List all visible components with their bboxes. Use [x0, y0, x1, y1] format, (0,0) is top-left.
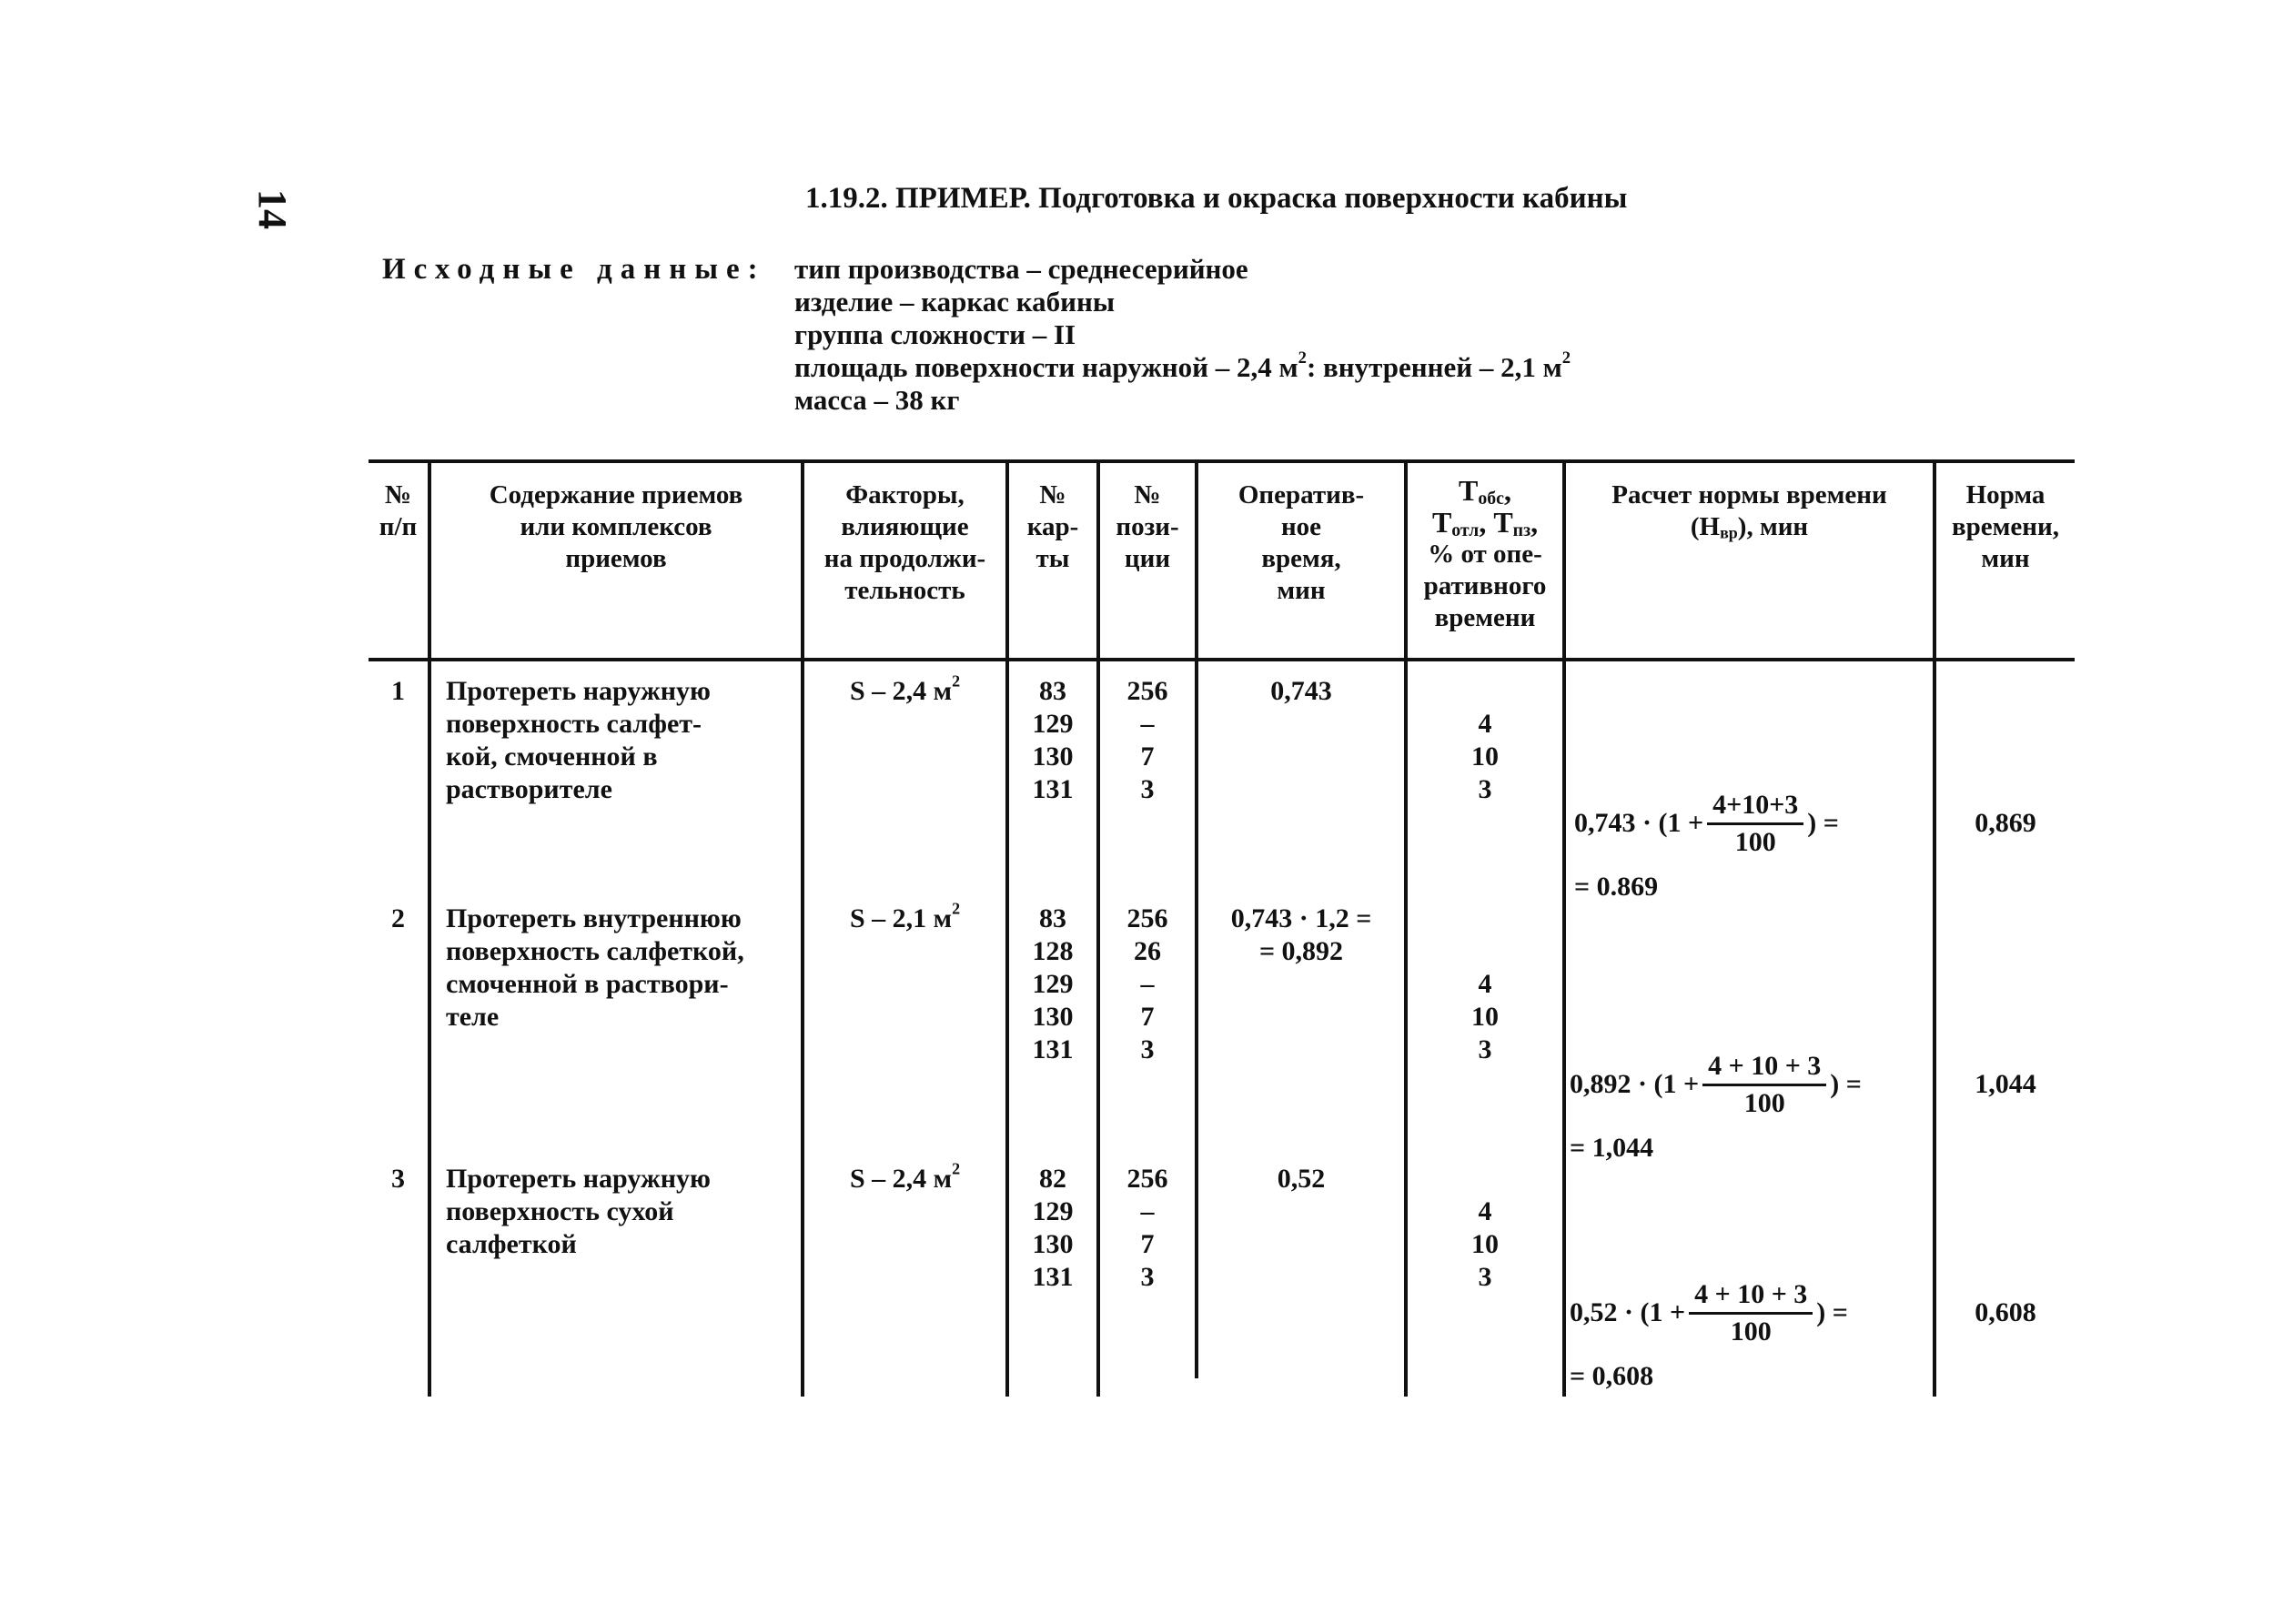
row-content: Протереть наружную поверхность сухой салфеткой: [446, 1164, 711, 1259]
initial-data-area: площадь поверхности наружной – 2,4 $м^2$: внутренней – 2,1 $м^2$: [794, 348, 1571, 383]
header-norm: Норма времени, мин: [1952, 480, 2059, 573]
row-number: 2: [391, 903, 405, 933]
page-title: 1.19.2. ПРИМЕР. Подготовка и окраска поверхности кабины: [805, 182, 1628, 215]
initial-data-line: группа сложности – II: [794, 318, 1076, 350]
row-factor: S – 2,4 $м^2$: [849, 1159, 961, 1194]
initial-data-list: [794, 253, 1571, 417]
header-position: № пози- ции: [1116, 480, 1179, 573]
row-positions: 256 – 7 3: [1126, 1164, 1168, 1292]
header-card: № кар- ты: [1026, 480, 1079, 573]
row-operative-time: 0,743 · 1,2 = = 0,892: [1230, 903, 1372, 966]
initial-data-line: тип производства – среднесерийное: [794, 253, 1248, 285]
table-header-rule: [369, 658, 2075, 661]
row-content: Протереть внутреннюю поверхность салфеткой, смоченной в раствори- теле: [446, 903, 744, 1032]
row-factor: S – 2,1 $м^2$: [849, 899, 961, 933]
row-positions: 256 – 7 3: [1126, 676, 1168, 804]
initial-data-line: изделие – каркас кабины: [794, 286, 1116, 318]
row-percents: 4 10 3: [1471, 969, 1499, 1064]
row-number: 3: [391, 1164, 405, 1194]
header-num: № п/п: [379, 480, 418, 541]
initial-data-label: Исходные данные:: [382, 253, 766, 286]
table-top-rule: [369, 459, 2075, 463]
row-operative-time: 0,743: [1270, 676, 1332, 706]
row-norm: 0,608: [1975, 1297, 2036, 1327]
initial-data-mass: масса – 38 кг: [794, 384, 960, 416]
row-cards: 83 129 130 131: [1032, 676, 1074, 804]
row-norm: 0,869: [1975, 808, 2036, 838]
row-factor: S – 2,4 $м^2$: [849, 671, 961, 706]
column-divider: [1933, 459, 1936, 1397]
row-calculation: 0,52 · (1 + $\frac{4 + 10 + 3}{100}$ ) = = 0,608: [1570, 1278, 1848, 1391]
header-calculation: Расчет нормы времени $(Н_{вр})$, мин: [1611, 480, 1887, 542]
column-divider: [428, 459, 431, 1397]
row-percents: 4 10 3: [1471, 1196, 1499, 1292]
row-percents: 4 10 3: [1471, 709, 1499, 804]
row-number: 1: [391, 676, 405, 706]
page-number: 14: [250, 189, 296, 229]
header-content: Содержание приемов или комплексов приемов: [489, 480, 743, 573]
row-cards: 82 129 130 131: [1032, 1164, 1074, 1292]
row-norm: 1,044: [1975, 1069, 2036, 1099]
header-factors: Факторы, влияющие на продолжи- тельность: [823, 480, 986, 605]
row-calculation: 0,743 · (1 + $\frac{4+10+3}{100}$ ) = = 0.869: [1574, 789, 1839, 902]
row-positions: 256 26 – 7 3: [1126, 903, 1168, 1064]
row-content: Протереть наружную поверхность салфет- кой, смоченной в растворителе: [446, 676, 711, 804]
row-operative-time: 0,52: [1277, 1164, 1326, 1194]
row-calculation: 0,892 · (1 + $\frac{4 + 10 + 3}{100}$ ) = = 1,044: [1570, 1050, 1862, 1163]
row-cards: 83 128 129 130 131: [1032, 903, 1074, 1064]
header-allowances: $Т_{обс}$, $Т_{отл}$, $Т_{пз}$, % от опе- ративного времени: [1423, 474, 1547, 632]
column-divider: [1562, 459, 1566, 1397]
header-operative-time: Оператив- ное время, мин: [1237, 480, 1365, 605]
